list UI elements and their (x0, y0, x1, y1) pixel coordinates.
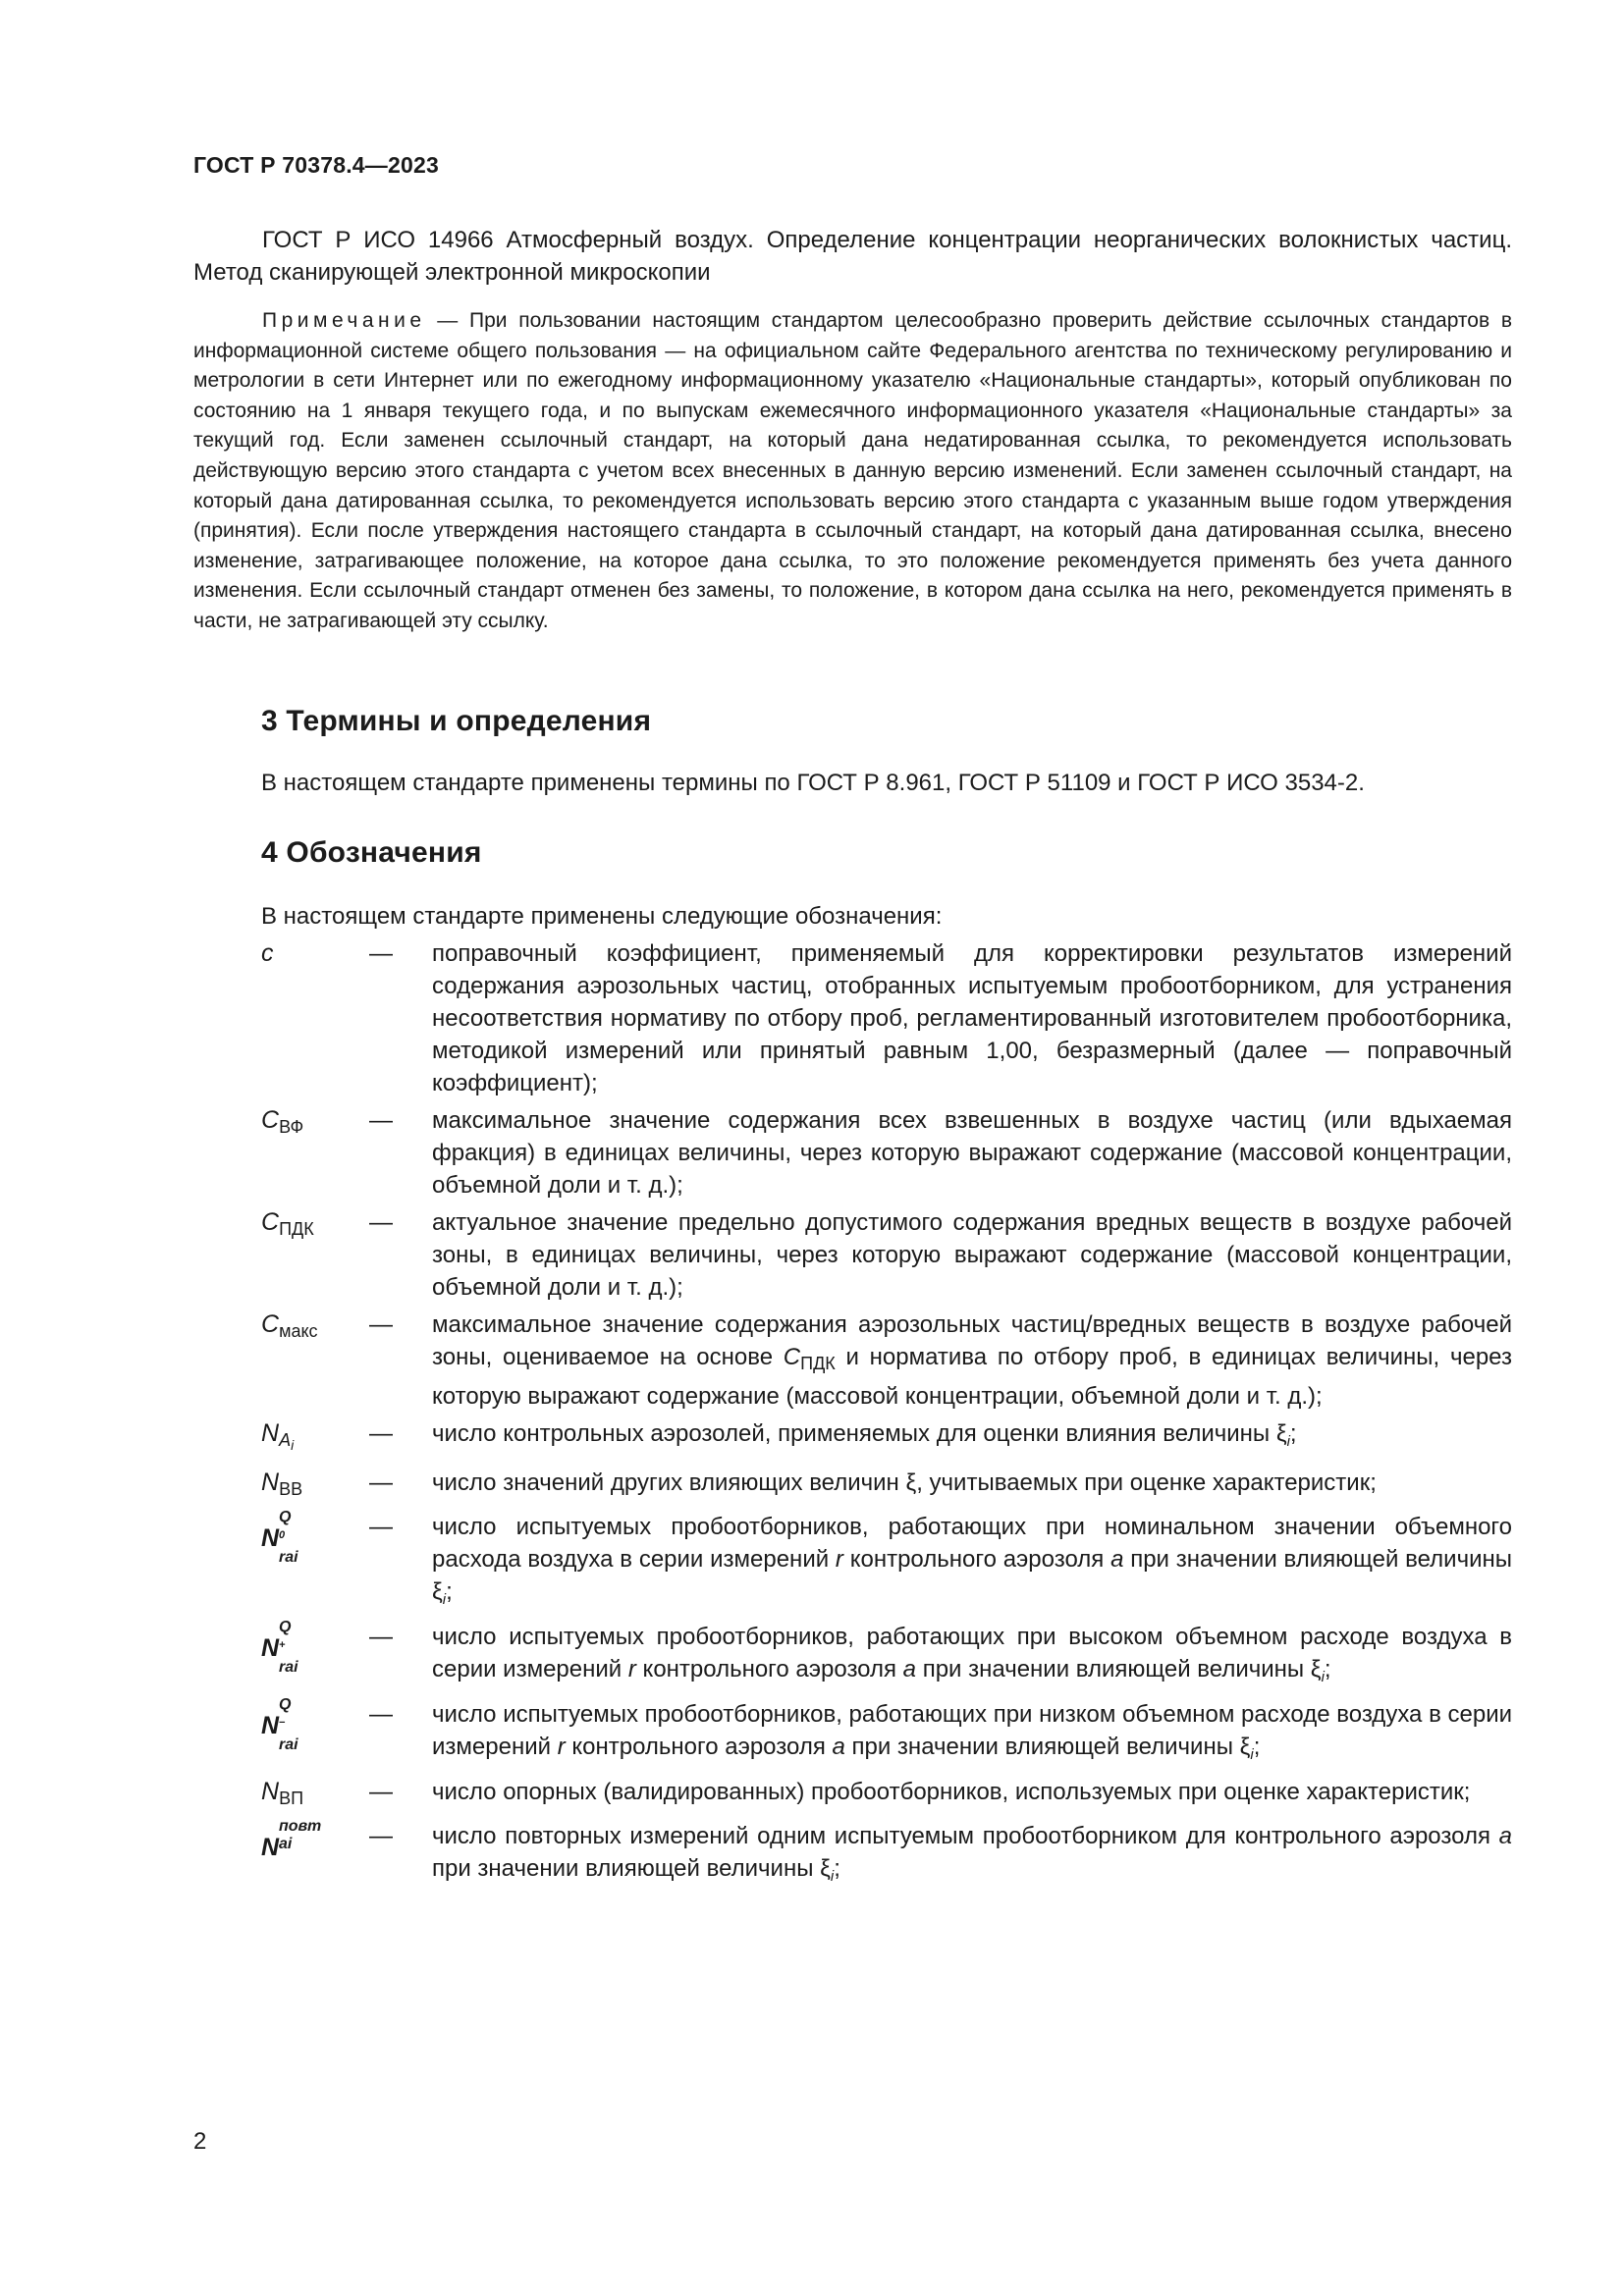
symbol (261, 1509, 369, 1567)
section-4-heading: 4 Обозначения (261, 836, 482, 869)
bold-symbol: N Q − rai (261, 1696, 298, 1754)
symbol (261, 1104, 369, 1144)
symbol-base: N (261, 1419, 280, 1447)
symbol-dash: — (369, 940, 393, 967)
symbol (261, 1619, 369, 1677)
symbol-row (261, 1698, 1512, 1771)
symbol-dash: — (369, 1209, 393, 1236)
symbol-dash: — (369, 1107, 393, 1134)
section-3-heading: 3 Термины и определения (261, 705, 652, 737)
symbol-row (261, 1104, 1512, 1201)
symbol-base: N (261, 1468, 280, 1496)
symbol-description: число испытуемых пробоотборников, работающих при низком объемном расходе воздуха в серии измерений r контрольного аэрозоля a при значении влияющей величины $\xi_i$; (432, 1701, 1512, 1763)
symbol-description: число контрольных аэрозолей, применяемых для оценки влияния величины $\xi_i$; (432, 1420, 1297, 1450)
symbol-base: c (261, 939, 274, 967)
symbol-dash: — (369, 1311, 393, 1338)
symbol-row (261, 1308, 1512, 1413)
symbol-description: актуальное значение предельно допустимого содержания вредных веществ в воздухе рабочей зоны, в единицах величины, через которую выражают содержание (массовой концентрации, объемной доли и т. д.); (432, 1209, 1512, 1301)
symbol-subscript: макс (279, 1321, 318, 1341)
symbol-description: максимальное значение содержания аэрозольных частиц/вредных веществ в воздухе рабочей зоны, оцениваемое на основе $C_{ПДК}$ и норматива по отбору проб, в единицах величины, через которую выражают содержание (массовой концентрации, объемной доли и т. д.); (432, 1311, 1512, 1410)
symbol-dash: — (369, 1779, 393, 1805)
symbol (261, 1467, 369, 1506)
symbols-list (261, 937, 1512, 1897)
symbol-row (261, 1467, 1512, 1506)
symbol-base: C (261, 1106, 280, 1134)
standard-code-header: ГОСТ Р 70378.4—2023 (193, 152, 439, 178)
symbol-subscript: ВФ (279, 1117, 304, 1137)
symbol-row (261, 937, 1512, 1099)
symbol-description: число значений других влияющих величин ξ, учитываемых при оценке характеристик; (432, 1469, 1377, 1496)
bold-symbol: N Q $^0$ rai (261, 1509, 298, 1567)
symbol (261, 1696, 369, 1754)
symbol-description: число испытуемых пробоотборников, работающих при высоком объемном расходе воздуха в серии измерений r контрольного аэрозоля a при значении влияющей величины $\xi_i$; (432, 1624, 1512, 1685)
symbol (261, 1820, 369, 1863)
symbol-subscript: ПДК (279, 1219, 314, 1239)
symbol-row (261, 1776, 1512, 1815)
symbol-description: число испытуемых пробоотборников, работающих при номинальном значении объемного расхода воздуха в серии измерений r контрольного аэрозоля a при значении влияющей величины $\xi_i$; (432, 1514, 1512, 1608)
symbol-description: поправочный коэффициент, применяемый для корректировки результатов измерений содержания аэрозольных частиц, отобранных испытуемым пробоотборником, для устранения несоответствия нормативу по отбору проб, регламентированный изготовителем пробоотборника, методикой измерений или принятый равным 1,00, безразмерный (далее — поправочный коэффициент); (432, 940, 1512, 1096)
symbol-row (261, 1820, 1512, 1893)
symbol-dash: — (369, 1469, 393, 1496)
symbol-description: максимальное значение содержания всех взвешенных в воздухе частиц (или вдыхаемая фракция) в единицах величины, через которую выражают содержание (массовой концентрации, объемной доли и т. д.); (432, 1107, 1512, 1199)
symbol-dash: — (369, 1701, 393, 1728)
symbol-subscript: Ai (279, 1430, 295, 1453)
symbol-row (261, 1417, 1512, 1462)
symbol-description: число повторных измерений одним испытуемым пробоотборником для контрольного аэрозоля a при значении влияющей величины $\xi_i$; (432, 1823, 1512, 1885)
symbol-dash: — (369, 1823, 393, 1849)
note-text: — При пользовании настоящим стандартом целесообразно проверить действие ссылочных стандартов в информационной системе общего пользования — на официальном сайте Федерального агентства по техническому регулированию и метрологии в сети Интернет или по ежегодному информационному указателю «Национальные стандарты», который опубликован по состоянию на 1 января текущего года, и по выпускам ежемесячного информационного указателя «Национальные стандарты» за текущий год. Если заменен ссылочный стандарт, на который дана недатированная ссылка, то рекомендуется использовать действующую версию этого стандарта с учетом всех внесенных в данную версию изменений. Если заменен ссылочный стандарт, на который дана датированная ссылка, то рекомендуется использовать версию этого стандарта с указанным выше годом утверждения (принятия). Если после утверждения настоящего стандарта в ссылочный стандарт, на который дана датированная ссылка, внесено изменение, затрагивающее положение, на которое дана ссылка, то это положение рекомендуется применять без учета данного изменения. Если ссылочный стандарт отменен без замены, то положение, в котором дана ссылка на него, рекомендуется применять в части, не затрагивающей эту ссылку. (193, 309, 1512, 632)
symbol-dash: — (369, 1514, 393, 1540)
note-label: Примечание (262, 309, 426, 332)
section-3-text: В настоящем стандарте применены термины по ГОСТ Р 8.961, ГОСТ Р 51109 и ГОСТ Р ИСО 3534-2. (261, 770, 1365, 796)
symbol (261, 1308, 369, 1348)
symbol-subscript: ВП (279, 1789, 304, 1808)
symbol-subscript: ВВ (279, 1479, 303, 1499)
symbol-row (261, 1621, 1512, 1693)
reference-note (193, 306, 1512, 637)
symbol-dash: — (369, 1420, 393, 1447)
reference-item: ГОСТ Р ИСО 14966 Атмосферный воздух. Определение концентрации неорганических волокнистых частиц. Метод сканирующей электронной микроскопии (193, 227, 1512, 286)
page-number: 2 (193, 2128, 207, 2155)
symbol-base: N (261, 1778, 280, 1805)
symbol-description: число опорных (валидированных) пробоотборников, используемых при оценке характеристик; (432, 1779, 1471, 1805)
symbol-base: C (261, 1208, 280, 1236)
symbol-row (261, 1511, 1512, 1616)
section-4-intro: В настоящем стандарте применены следующие обозначения: (261, 903, 943, 930)
symbol (261, 1776, 369, 1815)
symbol-base: C (261, 1310, 280, 1338)
bold-symbol: N повт ai (261, 1818, 322, 1861)
bold-symbol: N Q + rai (261, 1619, 298, 1677)
symbol (261, 1206, 369, 1246)
symbol (261, 1417, 369, 1462)
symbol-row (261, 1206, 1512, 1304)
symbol-dash: — (369, 1624, 393, 1650)
symbol (261, 937, 369, 970)
